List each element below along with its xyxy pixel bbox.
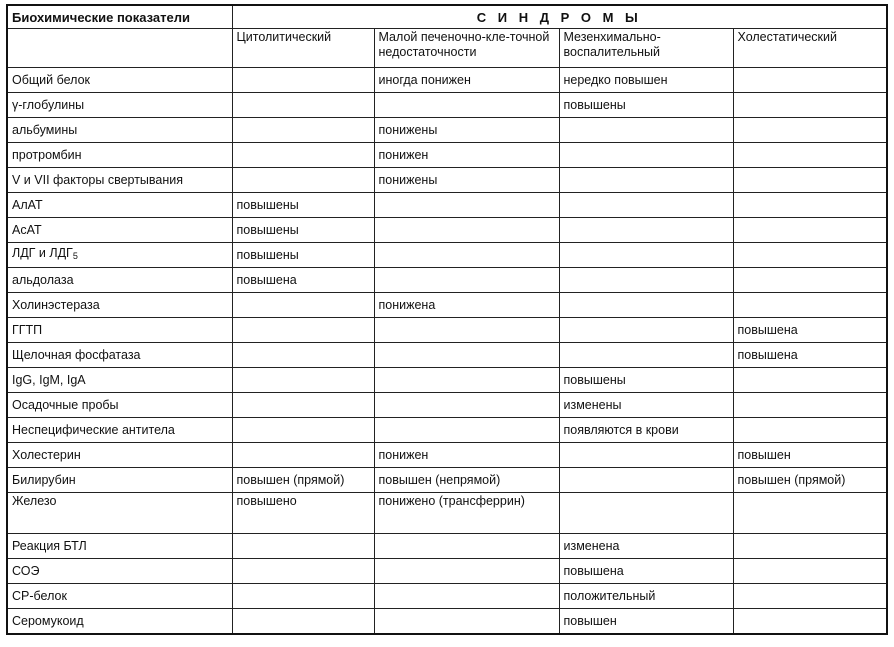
cell-liver-failure [374, 393, 559, 418]
cell-liver-failure [374, 268, 559, 293]
cell-cholestatic [733, 143, 887, 168]
cell-mesenchymal [559, 318, 733, 343]
row-parameter-label: Осадочные пробы [12, 397, 119, 412]
cell-cholestatic: повышен [733, 443, 887, 468]
cell-liver-failure: понижен [374, 443, 559, 468]
cell-cytolytic: повышены [232, 193, 374, 218]
cell-cholestatic [733, 68, 887, 93]
row-parameter-name [7, 293, 232, 318]
cell-mesenchymal [559, 243, 733, 268]
table-row [7, 468, 887, 493]
cell-cytolytic [232, 68, 374, 93]
header-syndromes: С И Н Д Р О М Ы [232, 5, 887, 29]
cell-mesenchymal [559, 168, 733, 193]
cell-mesenchymal [559, 193, 733, 218]
cell-cytolytic [232, 293, 374, 318]
header-row-columns [7, 29, 887, 68]
row-parameter-name [7, 393, 232, 418]
row-parameter-name [7, 193, 232, 218]
row-parameter-name [7, 343, 232, 368]
table-row [7, 168, 887, 193]
cell-mesenchymal: появляются в крови [559, 418, 733, 443]
table-row [7, 493, 887, 534]
cell-cholestatic [733, 393, 887, 418]
row-parameter-name [7, 168, 232, 193]
cell-cholestatic [733, 193, 887, 218]
cell-liver-failure: понижено (трансферрин) [374, 493, 559, 534]
cell-cytolytic [232, 343, 374, 368]
cell-cholestatic [733, 268, 887, 293]
cell-cholestatic [733, 609, 887, 635]
cell-cholestatic: повышена [733, 343, 887, 368]
cell-liver-failure [374, 609, 559, 635]
row-parameter-name [7, 368, 232, 393]
row-parameter-label: Железо [12, 494, 57, 508]
row-parameter-name [7, 143, 232, 168]
table-row [7, 318, 887, 343]
table-row [7, 118, 887, 143]
cell-mesenchymal: повышены [559, 368, 733, 393]
row-parameter-label: Общий белок [12, 72, 91, 87]
header-liver-failure: Малой печеночно-кле-точной недостаточности [374, 29, 559, 68]
table-row [7, 293, 887, 318]
cell-mesenchymal [559, 218, 733, 243]
table-row [7, 268, 887, 293]
cell-liver-failure [374, 559, 559, 584]
cell-mesenchymal: повышена [559, 559, 733, 584]
row-parameter-label: Реакция БТЛ [12, 538, 87, 553]
cell-cytolytic [232, 318, 374, 343]
table-row [7, 584, 887, 609]
cell-liver-failure [374, 368, 559, 393]
cell-cytolytic [232, 559, 374, 584]
cell-liver-failure [374, 584, 559, 609]
table-row [7, 343, 887, 368]
row-parameter-name [7, 534, 232, 559]
row-parameter-subscript: 5 [72, 251, 78, 261]
table-row [7, 218, 887, 243]
row-parameter-label: АлАТ [12, 197, 43, 212]
cell-mesenchymal [559, 268, 733, 293]
cell-mesenchymal [559, 293, 733, 318]
row-parameter-name [7, 118, 232, 143]
cell-cholestatic [733, 418, 887, 443]
header-empty-cell [7, 29, 232, 68]
cell-cytolytic: повышена [232, 268, 374, 293]
table-row [7, 534, 887, 559]
cell-cytolytic [232, 534, 374, 559]
syndromes-table-container [6, 4, 888, 635]
row-parameter-label: γ-глобулины [12, 97, 85, 112]
row-parameter-label: ГГТП [12, 322, 43, 337]
cell-mesenchymal: положительный [559, 584, 733, 609]
cell-mesenchymal [559, 493, 733, 534]
cell-mesenchymal [559, 343, 733, 368]
table-row [7, 143, 887, 168]
table-row [7, 93, 887, 118]
cell-cholestatic [733, 218, 887, 243]
row-parameter-name [7, 609, 232, 635]
table-row [7, 68, 887, 93]
cell-liver-failure [374, 343, 559, 368]
header-row-main [7, 5, 887, 29]
header-mesenchymal: Мезенхимально-воспалительный [559, 29, 733, 68]
cell-liver-failure: понижена [374, 293, 559, 318]
cell-cytolytic [232, 393, 374, 418]
cell-cholestatic [733, 118, 887, 143]
row-parameter-name [7, 243, 232, 268]
row-parameter-label: альдолаза [12, 272, 74, 287]
cell-cytolytic [232, 418, 374, 443]
cell-mesenchymal: изменены [559, 393, 733, 418]
cell-cytolytic: повышены [232, 218, 374, 243]
table-row [7, 418, 887, 443]
cell-cholestatic: повышен (прямой) [733, 468, 887, 493]
cell-cholestatic [733, 168, 887, 193]
row-parameter-name [7, 218, 232, 243]
row-parameter-label: АсАТ [12, 222, 42, 237]
cell-liver-failure [374, 418, 559, 443]
row-parameter-name [7, 68, 232, 93]
row-parameter-name [7, 418, 232, 443]
row-parameter-label: Неспецифические антитела [12, 422, 175, 437]
cell-liver-failure: иногда понижен [374, 68, 559, 93]
cell-liver-failure: понижен [374, 143, 559, 168]
row-parameter-label: Билирубин [12, 472, 76, 487]
table-row [7, 193, 887, 218]
row-parameter-name [7, 493, 232, 534]
cell-cytolytic [232, 609, 374, 635]
cell-cytolytic [232, 118, 374, 143]
table-row [7, 243, 887, 268]
cell-cytolytic [232, 368, 374, 393]
row-parameter-label: Серомукоид [12, 613, 84, 628]
cell-liver-failure: понижены [374, 118, 559, 143]
cell-liver-failure: повышен (непрямой) [374, 468, 559, 493]
row-parameter-name [7, 468, 232, 493]
cell-liver-failure [374, 218, 559, 243]
row-parameter-name [7, 318, 232, 343]
cell-cholestatic [733, 368, 887, 393]
row-parameter-name [7, 559, 232, 584]
row-parameter-label: Щелочная фосфатаза [12, 347, 141, 362]
header-parameters: Биохимические показатели [7, 5, 232, 29]
row-parameter-name [7, 268, 232, 293]
row-parameter-label: Холестерин [12, 447, 81, 462]
row-parameter-label: Холинэстераза [12, 297, 100, 312]
cell-liver-failure: понижены [374, 168, 559, 193]
table-row [7, 609, 887, 635]
table-body [7, 68, 887, 635]
cell-cholestatic [733, 584, 887, 609]
cell-liver-failure [374, 318, 559, 343]
table-row [7, 443, 887, 468]
cell-liver-failure [374, 93, 559, 118]
cell-cytolytic: повышен (прямой) [232, 468, 374, 493]
cell-cytolytic [232, 93, 374, 118]
cell-cholestatic [733, 93, 887, 118]
row-parameter-label: СР-белок [12, 588, 67, 603]
table-row [7, 393, 887, 418]
cell-cholestatic [733, 243, 887, 268]
header-cytolytic: Цитолитический [232, 29, 374, 68]
cell-cytolytic [232, 143, 374, 168]
cell-mesenchymal [559, 443, 733, 468]
row-parameter-label: альбумины [12, 122, 78, 137]
row-parameter-name [7, 443, 232, 468]
cell-cholestatic [733, 493, 887, 534]
row-parameter-label: ЛДГ и ЛДГ [12, 246, 73, 260]
cell-liver-failure [374, 243, 559, 268]
cell-mesenchymal: повышены [559, 93, 733, 118]
cell-cytolytic [232, 584, 374, 609]
cell-cytolytic [232, 443, 374, 468]
cell-mesenchymal [559, 118, 733, 143]
cell-cytolytic: повышено [232, 493, 374, 534]
table-row [7, 368, 887, 393]
cell-mesenchymal [559, 143, 733, 168]
cell-cytolytic [232, 168, 374, 193]
cell-cholestatic: повышена [733, 318, 887, 343]
cell-mesenchymal: изменена [559, 534, 733, 559]
cell-cholestatic [733, 534, 887, 559]
cell-cytolytic: повышены [232, 243, 374, 268]
header-cholestatic: Холестатический [733, 29, 887, 68]
row-parameter-name [7, 93, 232, 118]
row-parameter-label: IgG, IgM, IgA [12, 372, 86, 387]
cell-mesenchymal: нередко повышен [559, 68, 733, 93]
table-row [7, 559, 887, 584]
row-parameter-name [7, 584, 232, 609]
cell-cholestatic [733, 559, 887, 584]
cell-mesenchymal: повышен [559, 609, 733, 635]
cell-liver-failure [374, 193, 559, 218]
cell-cholestatic [733, 293, 887, 318]
row-parameter-label: протромбин [12, 147, 82, 162]
syndromes-table [6, 4, 888, 635]
cell-mesenchymal [559, 468, 733, 493]
row-parameter-label: СОЭ [12, 563, 40, 578]
row-parameter-label: V и VII факторы свертывания [12, 172, 184, 187]
cell-liver-failure [374, 534, 559, 559]
